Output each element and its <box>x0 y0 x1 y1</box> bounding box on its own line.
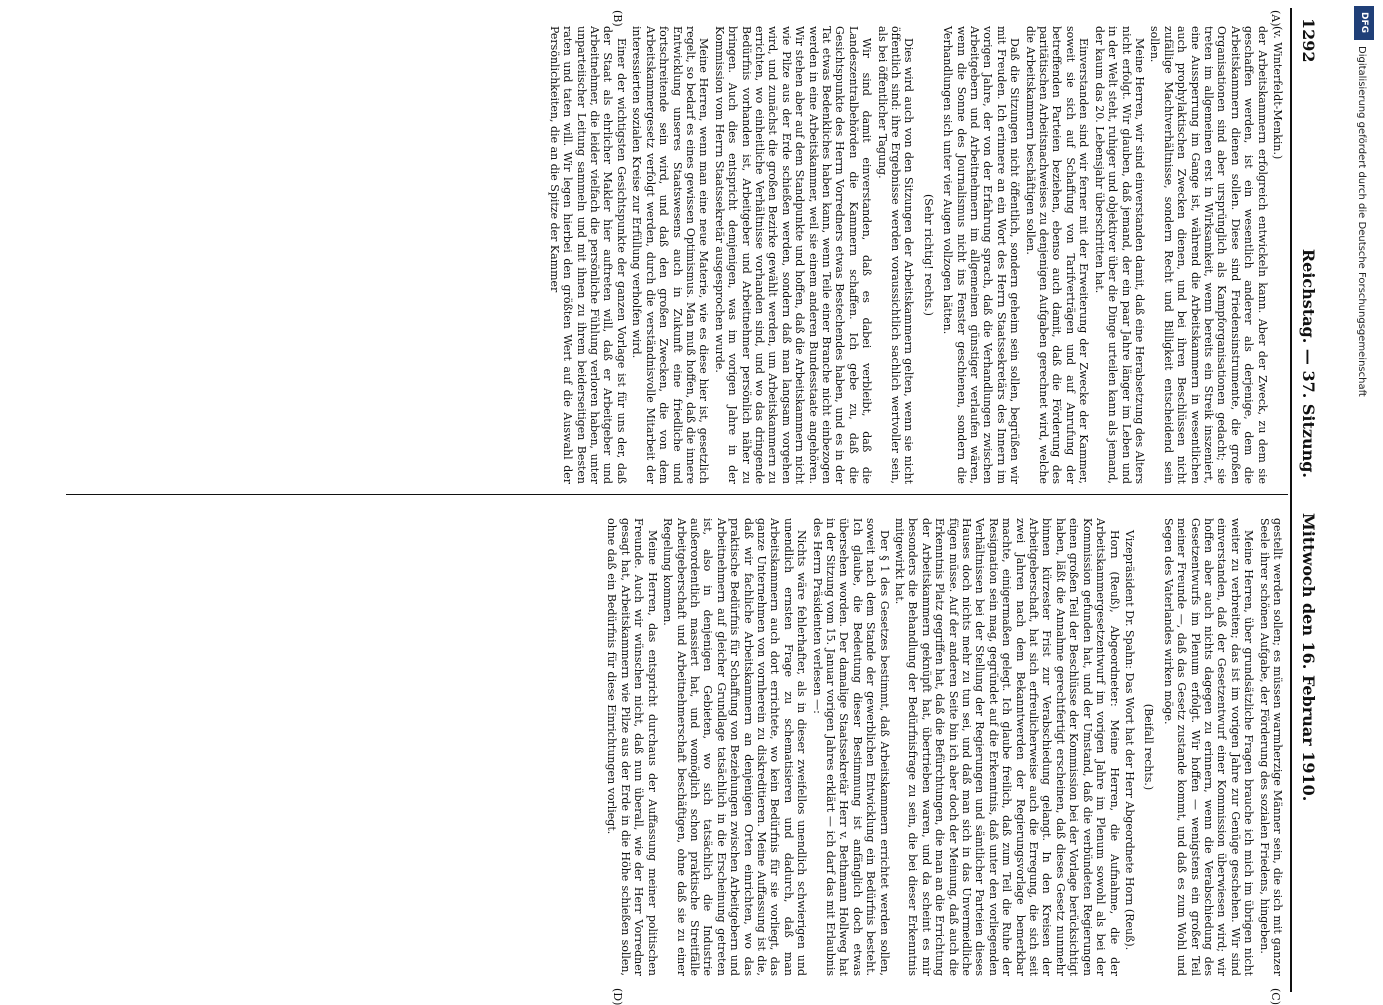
column-divider <box>66 494 1288 495</box>
header-rule <box>1290 8 1292 992</box>
paragraph: gestellt werden sollen; es müssen warmherzige Männer sein, die sich mit ganzer Seele ihrer schönen Aufgabe, der Förderung des sozialen Friedens, hingeben. <box>1257 518 1284 976</box>
speaker-reference: (v. Winterfeldt-Menkin.) <box>1271 26 1284 160</box>
right-column <box>603 518 1284 1005</box>
digitization-credit <box>1354 6 1376 996</box>
right-running-title: Mittwoch den 16. Februar 1910. <box>1299 513 1318 802</box>
paragraph: Meine Herren, wenn man eine neue Materie, wie es diese hier ist, gesetzlich regelt, so bedarf es eines gewissen Optimismus. Man muß hoffen, daß die innere Entwicklung unseres Staatswesens auch in Zukunft eine friedliche und fortschreitende sein wird, und daß den großen Zwecken, die von dem Arbeitskammergesetz verfolgt werden, durch die verständnisvolle Mitarbeit der interessierten sozialen Kreise zur Erfüllung verholfen wird. <box>630 26 711 484</box>
applause-note: (Beifall rechts.) <box>1142 703 1156 791</box>
dfg-logo: DFG <box>1354 6 1374 40</box>
paragraph: Wir sind damit einverstanden, daß es dabei verbleibt, daß die Landeszentralbehörden die Kammern schaffen. Ich gebe zu, daß die Gesichtspunkte des Herrn Vorredners etwas Bestechendes haben, und es in der Tat etwas Bedenkliches haben kann, wenn Teile einer Branche nicht einbezogen werden in eine Arbeitskammer, weil sie einem anderen Bundesstaate angehören. Wir stehen aber auf dem Standpunkte und hoffen, daß die Arbeitskammern nicht wie Pilze aus der Erde schießen werden, sondern daß man langsam vorgehen wird, und zunächst die großen Bezirke gewählt werden, um Arbeitskammern zu errichten, wo einheitliche Verhältnisse vorhanden sind, und wo das dringende Bedürfnis vorhanden ist, Arbeitgeber und Arbeitnehmer persönlich näher zu bringen. Auch dies entspricht demjenigen, was im vorigen Jahre in der Kommission vom Herrn Staatssekretär ausgesprochen wurde. <box>712 26 874 484</box>
paragraph: Dies wird auch von den Sitzungen der Arbeitskammern gelten, wenn sie nicht öffentlich sind: ihre Ergebnisse werden voraussichtlich sachlich wertvoller sein, als bei öffentlicher Tagung. <box>875 26 916 484</box>
scanned-page <box>62 8 1322 1005</box>
left-column <box>545 10 1284 484</box>
paragraph: der Arbeitskammern erfolgreich entwickeln kann. Aber der Zweck, zu dem sie geschaffen werden, ist ein wesentlich anderer als derjenige, dem die Arbeitskammern dienen sollen. Diese sind Friedensinstrumente, die großen Organisationen sind aber ursprünglich als Kampforganisationen gedacht; sie treten im allgemeinen erst in Wirksamkeit, wenn bereits ein Streik inszeniert, eine Aussperrung im Gange ist, während die Arbeitskammern in wesentlichen auch prophylaktischen Zwecken dienen, und bei ihren Beschlüssen nicht zufällige Machtverhältnisse, sondern Recht und Billigkeit entscheidend sein sollen. <box>1148 26 1269 484</box>
paragraph: Der § 1 des Gesetzes bestimmt, daß Arbeitskammern errichtet werden sollen, soweit nach dem Stande der gewerblichen Entwicklung ein Bedürfnis besteht. Ich glaube, die Bedeutung dieser Bestimmung ist anfänglich doch etwas übersehen worden. Der damalige Staatssekretär Herr v. Bethmann Hollweg hat in der Sitzung vom 15. Januar vorigen Jahres erklärt — ich darf das mit Erlaubnis des Herrn Präsidenten verlesen —: <box>810 518 891 976</box>
margin-marker-b: (B) <box>611 10 624 27</box>
margin-marker-a: (A) <box>1269 10 1282 27</box>
page-header <box>1292 8 1322 992</box>
page-number: 1292 <box>1299 18 1318 63</box>
applause-note: (Sehr richtig! rechts.) <box>921 194 935 316</box>
left-running-title: Reichstag. — 37. Sitzung. <box>1299 248 1318 478</box>
quotation: Nichts wäre fehlerhafter, als in dieser zweifellos unendlich schwierigen und unendlich ernsten Frage zu schematisieren und dadurch, daß man Arbeitskammern auch dort errichtete, wo kein Bedürfnis für sie vorliegt, das ganze Unternehmen von vornherein zu diskreditieren. Meine Auffassung ist die, daß wir fachliche Arbeitskammern an denjenigen Orten einrichten, wo das praktische Bedürfnis für Schaffung von Beziehungen zwischen Arbeitgebern und Arbeitnehmern auf gleicher Grundlage tatsächlich in die Erscheinung getreten ist, also in denjenigen Gebieten, wo sich tatsächlich die Industrie außerordentlich massiert hat, und womöglich schon praktische Streitfälle Arbeitgeberschaft und Arbeitnehmerschaft beschäftigen, ohne daß sie zu einer Regelung kommen. <box>661 518 809 976</box>
president-line: Vizepräsident Dr. Spahn: Das Wort hat der Herr Abgeordnete Horn (Reuß). <box>1122 530 1136 951</box>
paragraph: Meine Herren, wir sind einverstanden damit, daß eine Herabsetzung des Alters nicht erfolgt. Wir glauben, daß jemand, der ein paar Jahre länger im Leben und in der Welt steht, ruhiger und objektiver über die Dinge urteilen kann als jemand, der kaum das 20. Lebensjahr überschritten hat. <box>1092 26 1146 484</box>
paragraph: Einverstanden sind wir ferner mit der Erweiterung der Zwecke der Kammer, soweit sie sich auf Schaffung von Tarifverträgen und auf Anrufung der betreffenden Parteien beziehen, ebenso auch damit, daß die Förderung des paritätischen Arbeitsnachweises zu denjenigen Aufgaben gerechnet wird, welche die Arbeitskammern beschäftigen sollen. <box>1023 26 1091 484</box>
paragraph: Einer der wichtigsten Gesichtspunkte der ganzen Vorlage ist für uns der, daß der Staat als ehrlicher Makler hier auftreten will, daß er Arbeitgeber und Arbeitnehmer, die leider vielfach die persönliche Fühlung verloren haben, unter unparteiischer Leitung sammeln und mit ihnen zu ihrem beiderseitigen Besten raten und taten will. Wir legen hierbei den größten Wert auf die Auswahl der Persönlichkeiten, die an die Spitze der Kammer <box>547 26 628 484</box>
paragraph: Horn (Reuß), Abgeordneter: Meine Herren, die Aufnahme, die der Arbeitskammergesetzentwurf im vorigen Jahre im Plenum sowohl als bei der Kommission gefunden hat, und der Umstand, daß die verbündeten Regierungen einen großen Teil der Beschlüsse der Kommission bei der Vorlage berücksichtigt haben, läßt die Annahme gerechtfertigt erscheinen, daß dieses Gesetz nunmehr binnen kürzester Frist zur Verabschiedung gelangt. In den Kreisen der Arbeitgeberschaft, hat sich erfreulicherweise auch die Erregung, die sich seit zwei Jahren nach dem Bekanntwerden der Regierungsvorlage bemerkbar machte, einigermaßen gelegt. Ich glaube freilich, daß zum Teil die Ruhe der Resignation sein mag, gegründet auf die Erkenntnis, daß unter den vorliegenden Verhältnissen bei der Stellung der Regierungen und sämtlicher Parteien dieses Hauses doch nichts mehr zu tun sei, und daß man sich in das Unvermeidliche fügen müsse. Auf der anderen Seite bin ich aber doch der Meinung, daß auch die Erkenntnis Platz gegriffen hat, daß die Befürchtungen, die man an die Errichtung der Arbeitskammern geknüpft hat, übertrieben waren, und da scheint es mir besonders die Behandlung der Bedürfnisfrage zu sein, die bei dieser Erkenntnis mitgewirkt hat. <box>893 518 1121 976</box>
credit-text: Digitalisierung gefördert durch die Deutsche Forschungsgemeinschaft <box>1356 46 1367 397</box>
paragraph: Daß die Sitzungen nicht öffentlich, sondern geheim sein sollen, begrüßen wir mit Freuden. Ich erinnere an ein Wort des Herrn Staatssekretärs des Innern im vorigen Jahre, der von der Erfahrung sprach, daß die Verhandlungen zwischen Arbeitgebern und Arbeitnehmern im allgemeinen günstiger verlaufen wären, wenn die Sonne des Journalismus nicht ins Fenster geschienen, sondern die Verhandlungen sich unter vier Augen vollzogen hätten. <box>941 26 1022 484</box>
margin-marker-c: (C) <box>1269 988 1282 1005</box>
margin-marker-d: (D) <box>611 988 624 1005</box>
paragraph: Meine Herren, das entspricht durchaus der Auffassung meiner politischen Freunde. Auch wir wünschen nicht, daß nun überall, wie der Herr Vorredner gesagt hat, Arbeitskammern wie Pilze aus der Erde in die Höhe schießen sollen, ohne daß ein Bedürfnis für diese Einrichtungen vorliegt. <box>605 518 659 976</box>
paragraph: Meine Herren, über grundsätzliche Fragen brauche ich mich im übrigen nicht weiter zu verbreiten; das ist im vorigen Jahre zur Genüge geschehen. Wir sind einverstanden, daß der Gesetzentwurf einer Kommission überwiesen wird; wir hoffen aber auch nichts dagegen zu erinnern, wenn die Verabschiedung des Gesetzentwurfs im Plenum erfolgt. Wir hoffen — wenigstens ein großer Teil meiner Freunde —, daß das Gesetz zustande kommt, und daß es zum Wohl und Segen des Vaterlandes wirken möge. <box>1161 518 1256 976</box>
